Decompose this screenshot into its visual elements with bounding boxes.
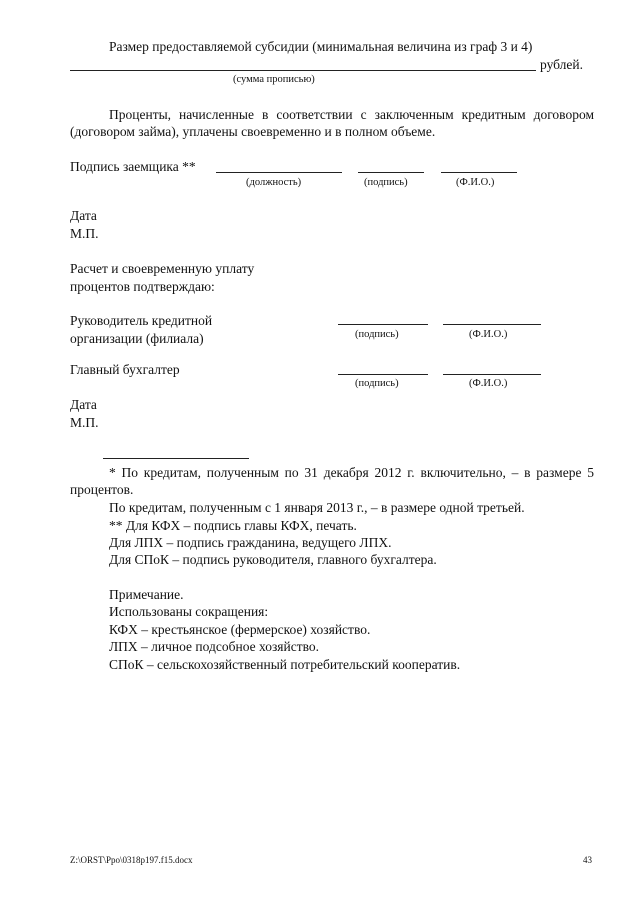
file-path: Z:\ORST\Ppo\0318p197.f15.docx [70,855,193,865]
interest-paragraph: Проценты, начисленные в соответствии с заключенным кредитным договором (договором займа), уплачены своевременно и в полном объеме. [70,107,594,139]
date-label: Дата [70,208,97,223]
page-number: 43 [583,855,592,865]
confirm-line-1: Расчет и своевременную уплату [70,261,255,276]
name-caption: (Ф.И.О.) [469,378,508,389]
signature-caption: (подпись) [364,177,408,188]
footnote-1: * По кредитам, полученным по 31 декабря 2012 г. включительно, – в размере 5 процентов. [70,465,594,497]
head-org-line-2: организации (филиала) [70,331,204,346]
subsidy-amount-line [70,70,536,71]
note-lph: ЛПХ – личное подсобное хозяйство. [109,639,320,654]
seal-label: М.П. [70,415,99,430]
head-name-line [443,324,541,325]
note-title: Примечание. [109,587,184,602]
accountant-name-line [443,374,541,375]
note-spok: СПоК – сельскохозяйственный потребительский кооператив. [109,657,461,672]
borrower-signature-label: Подпись заемщика ** [70,159,196,174]
borrower-name-line [441,172,517,173]
position-caption: (должность) [246,177,302,188]
footnote-3: ** Для КФХ – подпись главы КФХ, печать. [109,518,357,533]
head-signature-line [338,324,428,325]
footnote-2: По кредитам, полученным с 1 января 2013 г., – в размере одной третьей. [109,500,525,515]
head-org-line-1: Руководитель кредитной [70,313,213,328]
chief-accountant-label: Главный бухгалтер [70,362,180,377]
confirm-line-2: процентов подтверждаю: [70,279,215,294]
name-caption: (Ф.И.О.) [469,329,508,340]
note-kfh: КФХ – крестьянское (фермерское) хозяйство. [109,622,371,637]
signature-caption: (подпись) [355,329,399,340]
note-intro: Использованы сокращения: [109,604,269,619]
signature-caption: (подпись) [355,378,399,389]
date-label: Дата [70,397,97,412]
footnote-4: Для ЛПХ – подпись гражданина, ведущего ЛПХ. [109,535,392,550]
footnote-separator [103,458,249,459]
footnote-5: Для СПоК – подпись руководителя, главного бухгалтера. [109,552,437,567]
borrower-signature-line [358,172,424,173]
sum-in-words-caption: (сумма прописью) [233,74,315,85]
rubles-label: рублей. [540,57,584,72]
seal-label: М.П. [70,226,99,241]
name-caption: (Ф.И.О.) [456,177,495,188]
accountant-signature-line [338,374,428,375]
borrower-position-line [216,172,342,173]
subsidy-heading: Размер предоставляемой субсидии (минимальная величина из граф 3 и 4) [109,39,533,54]
